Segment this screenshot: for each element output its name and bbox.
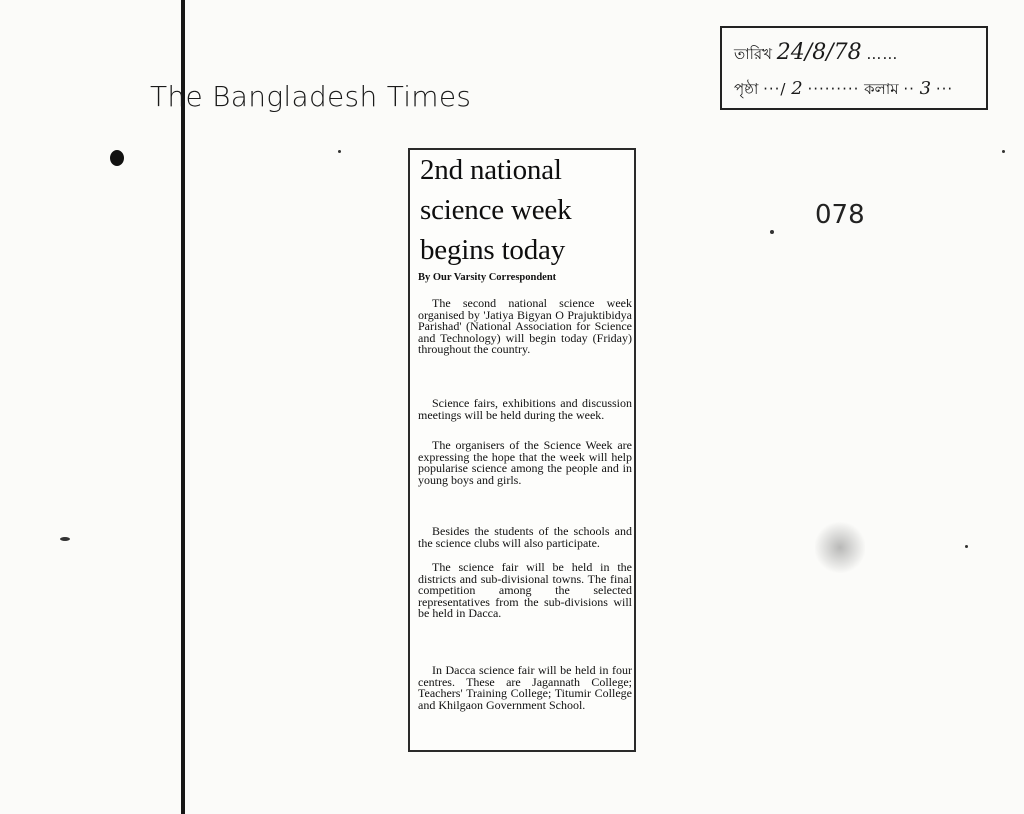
stamp-page-label: পৃষ্ঠা bbox=[734, 80, 759, 98]
scan-speck bbox=[965, 545, 968, 548]
scan-speck bbox=[60, 537, 70, 541]
stamp-date-label: তারিখ bbox=[734, 45, 772, 63]
stamp-column-value: 3 bbox=[919, 78, 932, 99]
archive-stamp bbox=[720, 26, 988, 110]
scan-speck bbox=[338, 150, 341, 153]
scan-speck bbox=[770, 230, 774, 234]
margin-rule bbox=[181, 0, 185, 814]
article-paragraph: In Dacca science fair will be held in four centres. These are Jagannath College; Teachers' Training College; Titumir College and Khilgaon Government School. bbox=[418, 663, 632, 712]
scan-speck bbox=[1002, 150, 1005, 153]
newspaper-masthead: The Bangladesh Times bbox=[150, 80, 472, 113]
news-clipping bbox=[408, 148, 636, 752]
article-paragraph: Besides the students of the schools and the science clubs will also participate. bbox=[418, 524, 632, 550]
stamp-date-row bbox=[734, 40, 898, 68]
punch-hole-mark bbox=[110, 150, 124, 166]
stamp-page-value: 2 bbox=[791, 78, 803, 99]
article-headline: 2nd national science week begins today bbox=[420, 154, 572, 266]
stamp-column-label: কলাম bbox=[864, 80, 899, 98]
page-number: 078 bbox=[815, 200, 865, 230]
stamp-dotted-line: …… bbox=[866, 45, 899, 63]
article-paragraph: The organisers of the Science Week are expressing the hope that the week will help popularise science among the people and in young boys and girls. bbox=[418, 438, 632, 487]
article-paragraph: The science fair will be held in the districts and sub-divisional towns. The final competition among the selected representatives from the sub-divisions will be held in Dacca. bbox=[418, 560, 632, 620]
article-paragraph: The second national science week organised by 'Jatiya Bigyan O Prajuktibidya Parishad' (National Association for Science and Technology) will begin today (Friday) throughout the country. bbox=[418, 296, 632, 356]
article-byline: By Our Varsity Correspondent bbox=[418, 272, 557, 283]
stamp-date-value: 24/8/78 bbox=[776, 40, 862, 65]
scan-smudge bbox=[815, 520, 865, 575]
article-paragraph: Science fairs, exhibitions and discussion meetings will be held during the week. bbox=[418, 396, 632, 422]
stamp-page-column-row: পৃষ্ঠা ···/ 2 ········· কলাম ·· 3 ··· bbox=[734, 78, 954, 99]
